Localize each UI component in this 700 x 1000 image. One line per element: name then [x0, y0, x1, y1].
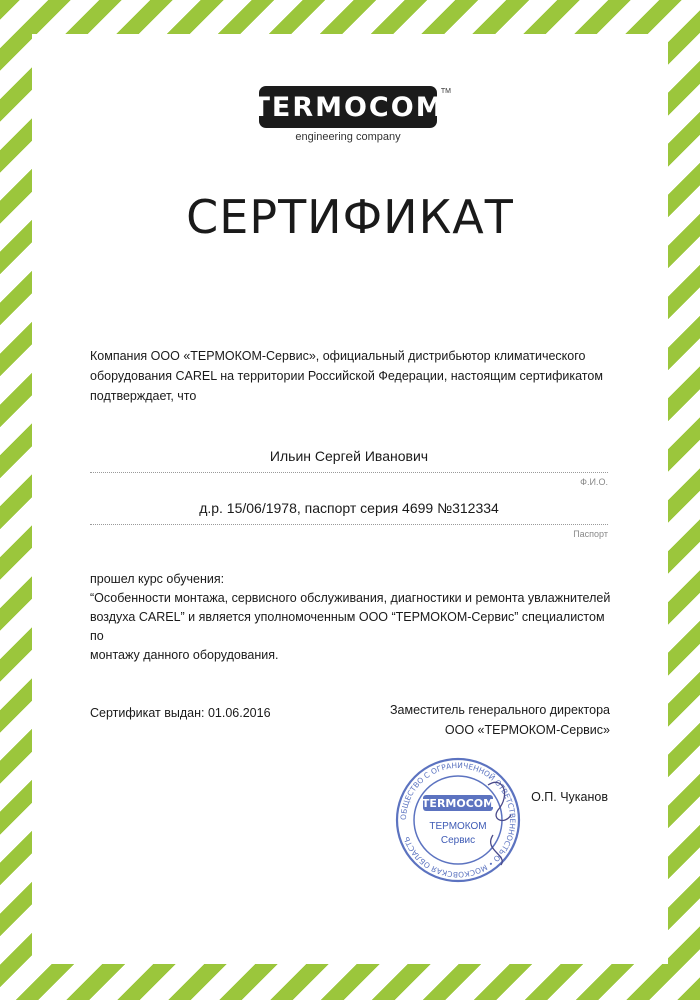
logo-tagline: engineering company: [295, 131, 401, 143]
holder-passport-row: [90, 500, 608, 539]
holder-name-row: [90, 448, 608, 487]
intro-text: Компания ООО «ТЕРМОКОМ-Сервис», официальный дистрибьютор климатического оборудования CAREL на территории Российской Федерации, настоящим сертификатом подтверждает, что: [90, 349, 603, 403]
name-underline: [90, 472, 608, 473]
stamp-logo: TERMOCOM: [421, 797, 495, 810]
stamp-line2: Сервис: [440, 835, 476, 846]
logo-trademark: TM: [440, 88, 451, 95]
course-line: “Особенности монтажа, сервисного обслуживания, диагностики и ремонта увлажнителей: [90, 591, 611, 605]
signer-name: О.П. Чуканов: [531, 790, 608, 804]
stamp-ring-text: ОБЩЕСТВО С ОГРАНИЧЕННОЙ ОТВЕТСТВЕННОСТЬЮ • МОСКОВСКАЯ ОБЛАСТЬ: [398, 760, 518, 880]
stamp-line1: ТЕРМОКОМ: [429, 821, 487, 832]
company-stamp: [393, 755, 523, 885]
holder-passport: д.р. 15/06/1978, паспорт серия 4699 №312334: [199, 500, 499, 516]
passport-caption: Паспорт: [573, 529, 608, 539]
holder-name: Ильин Сергей Иванович: [269, 448, 429, 464]
logo-brand: TERMOCOM: [251, 91, 445, 123]
passport-underline: [90, 524, 608, 525]
course-line: монтажу данного оборудования.: [90, 648, 279, 662]
course-text: [90, 570, 620, 665]
certificate-title: СЕРТИФИКАТ: [186, 190, 514, 244]
signer-position: Заместитель генерального директора: [389, 703, 610, 717]
certificate-sheet: [32, 34, 668, 964]
name-caption: Ф.И.О.: [580, 477, 608, 487]
course-line: воздуха CAREL” и является уполномоченным ООО “ТЕРМОКОМ-Сервис” специалистом по: [90, 610, 605, 643]
issue-date: Сертификат выдан: 01.06.2016: [90, 706, 271, 720]
signer-company: ООО «ТЕРМОКОМ-Сервис»: [444, 723, 610, 737]
company-logo: [251, 86, 451, 128]
signer-block: [360, 700, 610, 740]
course-line: прошел курс обучения:: [90, 572, 225, 586]
